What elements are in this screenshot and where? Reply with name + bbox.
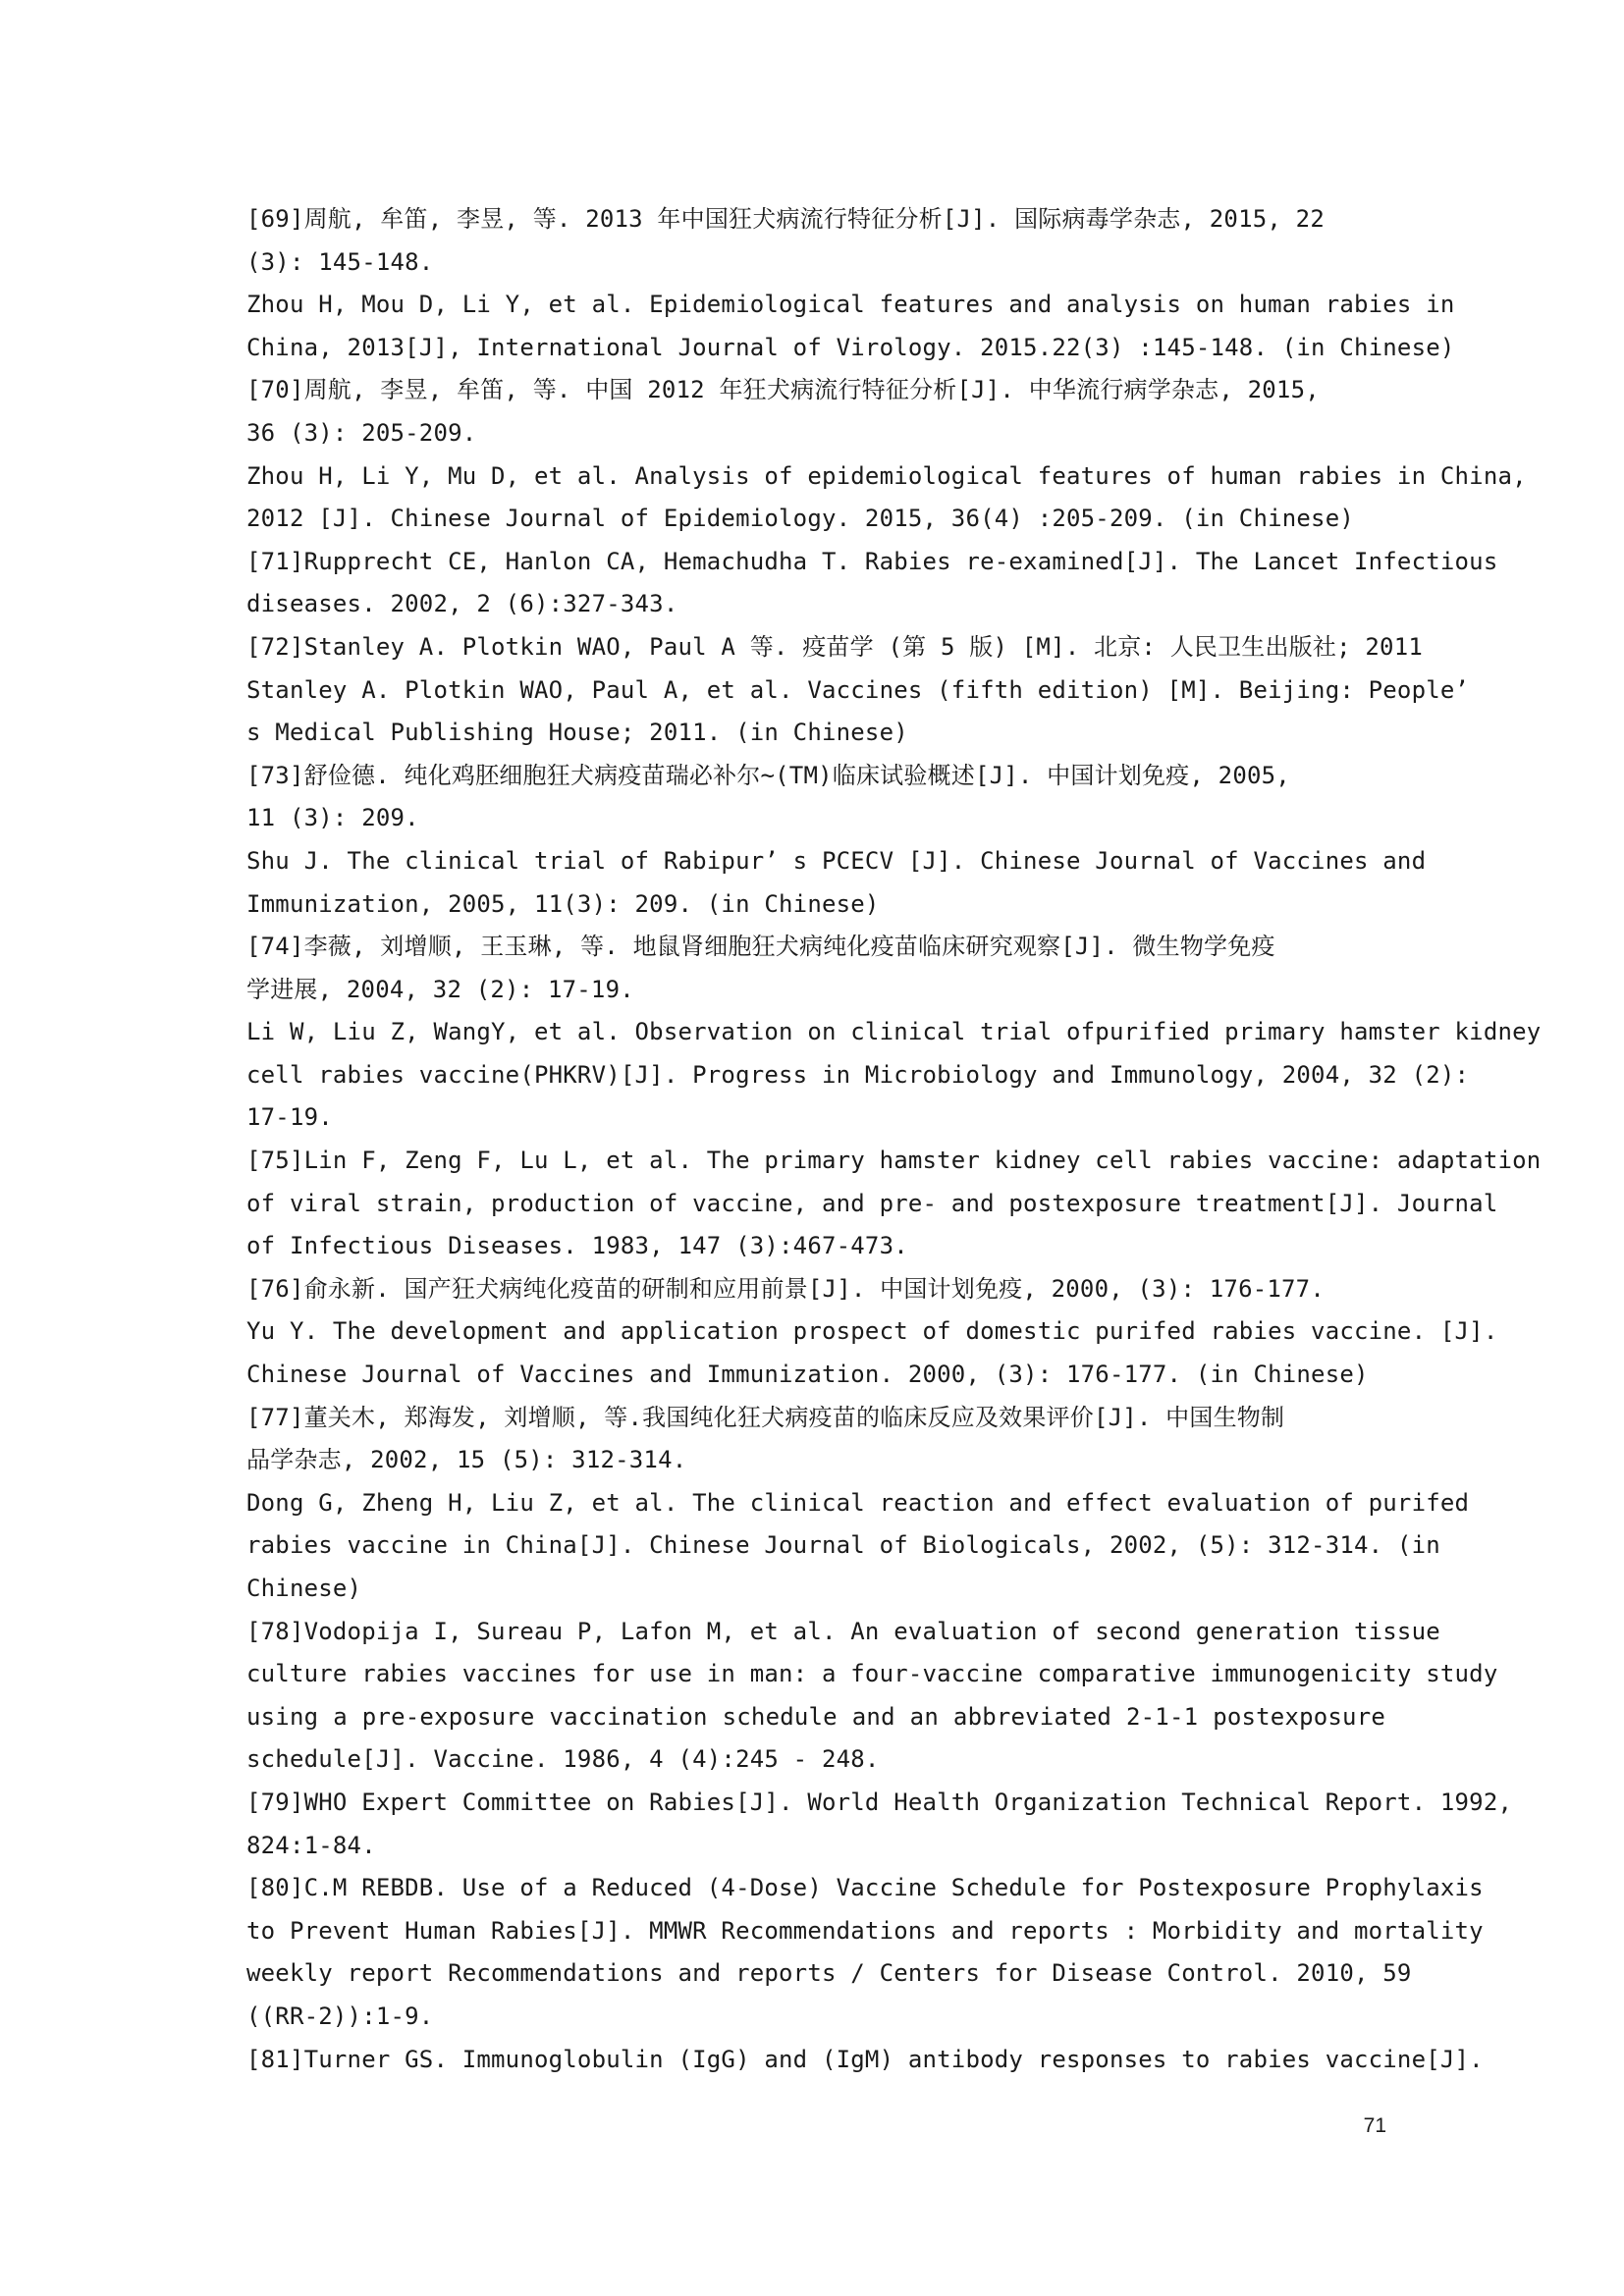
page-number: 71 — [1363, 2114, 1386, 2137]
reference-entry-ref-79 — [246, 1782, 1513, 1867]
reference-line: [78]Vodopija I, Sureau P, Lafon M, et al. An evaluation of second generation tissue — [246, 1617, 1440, 1645]
reference-line: Zhou H, Mou D, Li Y, et al. Epidemiological features and analysis on human rabies in — [246, 291, 1455, 319]
reference-line: Yu Y. The development and application prospect of domestic purifed rabies vaccine. [J]. — [246, 1317, 1498, 1346]
reference-entry-ref-81 — [246, 2039, 1484, 2082]
reference-line: rabies vaccine in China[J]. Chinese Journal of Biologicals, 2002, (5): 312-314. (in — [246, 1531, 1440, 1560]
reference-line: s Medical Publishing House; 2011. (in Chinese) — [246, 719, 908, 747]
reference-entry-ref-71 — [246, 541, 1498, 626]
reference-line: [79]WHO Expert Committee on Rabies[J]. World Health Organization Technical Report. 1992, — [246, 1788, 1513, 1816]
reference-line: Zhou H, Li Y, Mu D, et al. Analysis of epidemiological features of human rabies in China, — [246, 461, 1527, 490]
reference-line: 824:1-84. — [246, 1831, 376, 1859]
reference-line: Immunization, 2005, 11(3): 209. (in Chinese) — [246, 889, 880, 918]
reference-entry-ref-77 — [246, 1397, 1470, 1611]
reference-entry-ref-80 — [246, 1867, 1484, 2038]
reference-line: using a pre-exposure vaccination schedule and an abbreviated 2-1-1 postexposure — [246, 1702, 1385, 1731]
reference-line: [81]Turner GS. Immunoglobulin (IgG) and (IgM) antibody responses to rabies vaccine[J]. — [246, 2045, 1484, 2073]
reference-line: of Infectious Diseases. 1983, 147 (3):467-473. — [246, 1232, 908, 1260]
reference-line: schedule[J]. Vaccine. 1986, 4 (4):245 - 248. — [246, 1745, 880, 1774]
reference-line: [71]Rupprecht CE, Hanlon CA, Hemachudha T. Rabies re-examined[J]. The Lancet Infectious — [246, 547, 1498, 575]
reference-line: to Prevent Human Rabies[J]. MMWR Recommendations and reports : Morbidity and mortality — [246, 1916, 1484, 1945]
reference-line: [75]Lin F, Zeng F, Lu L, et al. The primary hamster kidney cell rabies vaccine: adaptation — [246, 1147, 1542, 1175]
reference-line: 11 (3): 209. — [246, 804, 419, 832]
reference-line: [80]C.M REBDB. Use of a Reduced (4-Dose) Vaccine Schedule for Postexposure Prophylaxis — [246, 1874, 1484, 1902]
reference-entry-ref-73 — [246, 755, 1427, 926]
reference-line: [76]俞永新. 国产狂犬病纯化疫苗的研制和应用前景[J]. 中国计划免疫, 2000, (3): 176-177. — [246, 1274, 1325, 1303]
reference-entry-ref-70 — [246, 369, 1527, 540]
reference-line: 品学杂志, 2002, 15 (5): 312-314. — [246, 1446, 687, 1474]
reference-line: [77]董关木, 郑海发, 刘增顺, 等.我国纯化狂犬病疫苗的临床反应及效果评价[J]. 中国生物制 — [246, 1403, 1285, 1431]
reference-line: 学进展, 2004, 32 (2): 17-19. — [246, 975, 634, 1003]
reference-line: [73]舒俭德. 纯化鸡胚细胞狂犬病疫苗瑞必补尔~(TM)临床试验概述[J]. 中国计划免疫, 2005, — [246, 761, 1290, 789]
reference-line: Chinese Journal of Vaccines and Immunization. 2000, (3): 176-177. (in Chinese) — [246, 1361, 1369, 1389]
reference-line: [70]周航, 李昱, 牟笛, 等. 中国 2012 年狂犬病流行特征分析[J]. 中华流行病学杂志, 2015, — [246, 376, 1320, 404]
reference-line: Dong G, Zheng H, Liu Z, et al. The clinical reaction and effect evaluation of purifed — [246, 1488, 1470, 1517]
reference-line: cell rabies vaccine(PHKRV)[J]. Progress in Microbiology and Immunology, 2004, 32 (2): — [246, 1060, 1470, 1089]
reference-line: Stanley A. Plotkin WAO, Paul A, et al. Vaccines (fifth edition) [M]. Beijing: People’ — [246, 675, 1470, 704]
reference-line: Li W, Liu Z, WangY, et al. Observation on clinical trial ofpurified primary hamster kidney — [246, 1018, 1542, 1046]
reference-entry-ref-72 — [246, 626, 1470, 755]
reference-line: [72]Stanley A. Plotkin WAO, Paul A 等. 疫苗学 (第 5 版) [M]. 北京: 人民卫生出版社; 2011 — [246, 632, 1424, 661]
reference-line: China, 2013[J], International Journal of Virology. 2015.22(3) :145-148. (in Chinese) — [246, 333, 1455, 361]
reference-line: 36 (3): 205-209. — [246, 418, 477, 447]
reference-line: 2012 [J]. Chinese Journal of Epidemiology. 2015, 36(4) :205-209. (in Chinese) — [246, 505, 1354, 533]
reference-line: culture rabies vaccines for use in man: a four-vaccine comparative immunogenicity study — [246, 1660, 1498, 1688]
reference-line: ((RR-2)):1-9. — [246, 2002, 434, 2030]
reference-list — [246, 198, 1542, 2081]
reference-entry-ref-75 — [246, 1140, 1542, 1268]
reference-entry-ref-76 — [246, 1268, 1498, 1397]
reference-line: weekly report Recommendations and reports / Centers for Disease Control. 2010, 59 — [246, 1959, 1412, 1988]
reference-line: of viral strain, production of vaccine, and pre- and postexposure treatment[J]. Journal — [246, 1189, 1498, 1217]
reference-line: [74]李薇, 刘增顺, 王玉琳, 等. 地鼠肾细胞狂犬病纯化疫苗临床研究观察[J]. 微生物学免疫 — [246, 933, 1275, 961]
reference-entry-ref-74 — [246, 926, 1542, 1140]
reference-line: diseases. 2002, 2 (6):327-343. — [246, 590, 678, 618]
reference-line: Chinese) — [246, 1575, 362, 1602]
reference-line: [69]周航, 牟笛, 李昱, 等. 2013 年中国狂犬病流行特征分析[J]. 国际病毒学杂志, 2015, 22 — [246, 205, 1325, 233]
reference-line: (3): 145-148. — [246, 247, 434, 276]
reference-entry-ref-78 — [246, 1611, 1498, 1782]
reference-line: Shu J. The clinical trial of Rabipur’ s PCECV [J]. Chinese Journal of Vaccines and — [246, 846, 1427, 875]
reference-line: 17-19. — [246, 1103, 333, 1132]
reference-entry-ref-69 — [246, 198, 1455, 369]
